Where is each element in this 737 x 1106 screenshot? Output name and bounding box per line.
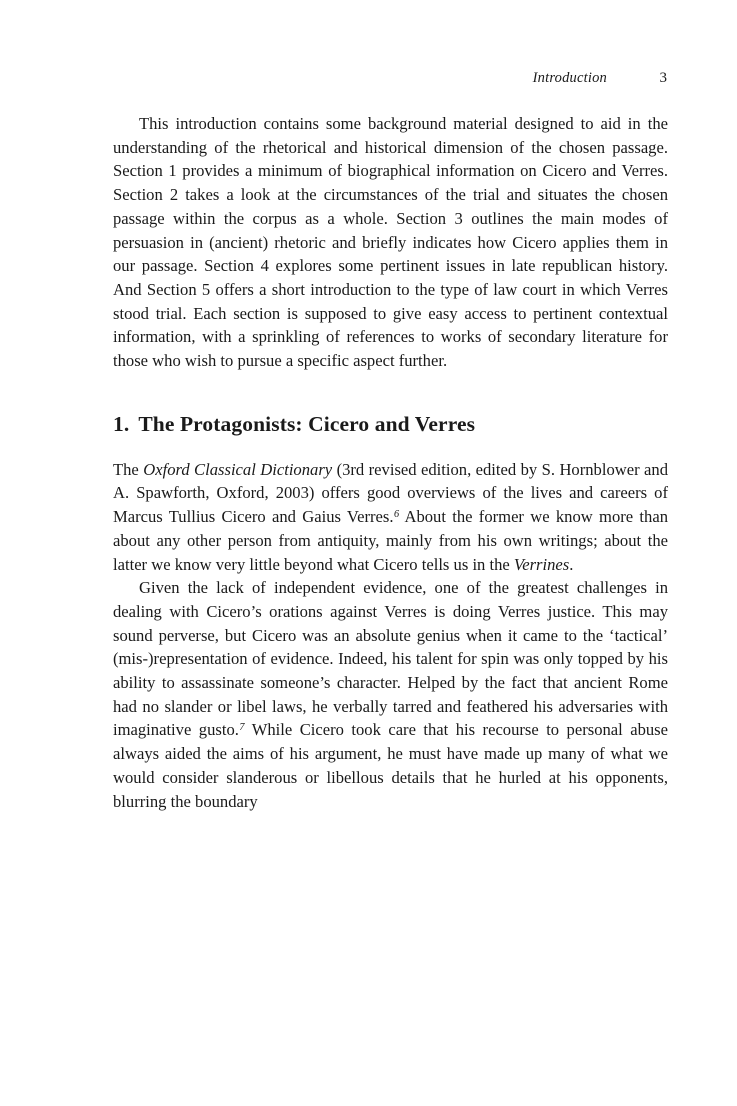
- paragraph-protagonists: [113, 458, 668, 577]
- running-head-title: Introduction: [532, 70, 607, 86]
- footnote-marker-7: 7: [239, 722, 245, 734]
- text-run: .: [569, 554, 574, 574]
- footnote-marker-6: 6: [393, 508, 400, 520]
- text-block: [113, 112, 668, 813]
- book-title-ocd: Oxford Classical Dictionary: [143, 459, 333, 479]
- section-heading-1: [113, 373, 668, 458]
- text-run: About the former we know more than about any other person from antiquity, mainly from his own writings; about the latter we know very little beyond what Cicero tells us in the: [113, 507, 668, 574]
- page-number: 3: [659, 70, 667, 86]
- text-run: While Cicero took care that his recourse to personal abuse always aided the aims of his argument, he must have made up many of what we would consider slanderous or libellous details that he hurled at his opponents, blurring the boundary: [113, 720, 669, 811]
- paragraph-intro: This introduction contains some background material designed to aid in the understanding of the rhetorical and historical dimension of the chosen passage. Section 1 provides a minimum of biographical information on Cicero and Verres. Section 2 takes a look at the circumstances of the trial and situates the chosen passage within the corpus as a whole. Section 3 outlines the main modes of persuasion in (ancient) rhetoric and briefly indicates how Cicero applies them in our passage. Section 4 explores some pertinent issues in late republican history. And Section 5 offers a short introduction to the type of law court in which Verres stood trial. Each section is supposed to give easy access to pertinent contextual information, with a sprinkling of references to works of secondary literature for those who wish to pursue a specific aspect further.: [113, 114, 668, 371]
- text-run: (3rd revised edition, edited by S. Hornblower and A. Spawforth, Oxford, 2003) offers good overviews of the lives and careers of Marcus Tullius Cicero and Gaius Verres.: [113, 459, 669, 527]
- paragraph-evidence: [113, 576, 668, 813]
- running-head: [113, 70, 667, 92]
- book-title-verrines: Verrines: [513, 554, 570, 574]
- section-title: The Protagonists: Cicero and Verres: [138, 411, 476, 436]
- text-run: Given the lack of independent evidence, one of the greatest challenges in dealing with Cicero’s orations against Verres is doing Verres justice. This may sound perverse, but Cicero was an absolute genius when it came to the ‘tactical’ (mis-)representation of evidence. Indeed, his talent for spin was only topped by his ability to assassinate someone’s character. Helped by the fact that ancient Rome had no slander or libel laws, he verbally tarred and feathered his adversaries with imaginative gusto.: [113, 578, 668, 740]
- text-run: The: [113, 459, 144, 479]
- section-number: 1.: [113, 411, 130, 436]
